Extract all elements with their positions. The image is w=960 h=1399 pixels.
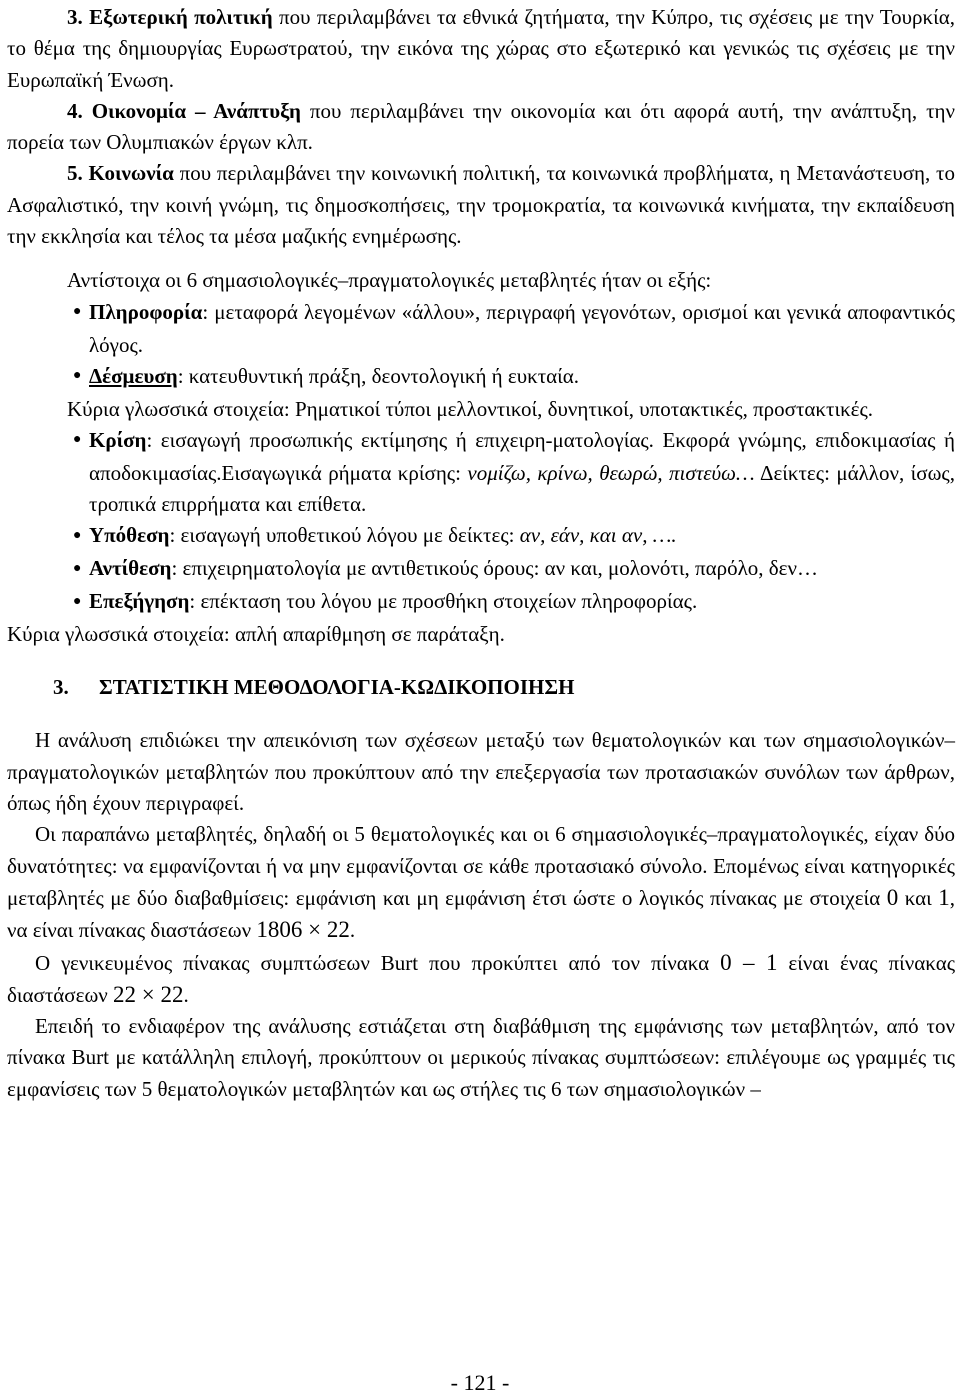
bullet-term: Επεξήγηση [89, 589, 190, 613]
math-dimensions: 1806 × 22 [256, 917, 350, 943]
spacer [7, 252, 955, 265]
math-matrix: 0 – 1 [720, 949, 778, 975]
text-run: είναι ένας πίνακας διαστάσεων [7, 950, 956, 1007]
section-heading [7, 672, 955, 703]
bullet-term: Αντίθεση [89, 556, 172, 581]
item-text: που περιλαμβάνει την κοινωνική πολιτική, τα κοινωνικά προβλήματα, η Μετανάστευση, το Ασφαλιστικό, την κοινή γνώμη, τις δημοσκοπήσεις, την τρομοκρατία, τα κοινωνικά κινήματα, την εκπαίδευση την εκκλησία και τέλος τα μέσα μαζικής ενημέρωσης. [7, 161, 955, 249]
list-item-foreign-policy [7, 2, 955, 96]
bullet-antithesis [7, 553, 955, 586]
list-item-economy [7, 96, 955, 159]
bullet-term: Κρίση [89, 427, 147, 452]
item-text: που περιλαμβάνει την οικονομία και ότι αφορά αυτή, την ανάπτυξη, την πορεία των Ολυμπιακών έργων κλπ. [7, 98, 956, 155]
bullet-icon: ● [73, 368, 82, 384]
item-title: Οικονομία – Ανάπτυξη [91, 98, 301, 123]
bullet-information [7, 297, 955, 361]
bullet-icon: ● [73, 560, 82, 576]
math-one: 1 [938, 884, 950, 910]
bullet-icon: ● [73, 432, 82, 448]
math-zero: 0 [886, 884, 899, 910]
item-text: που περιλαμβάνει τα εθνικά ζητήματα, την Κύπρο, τις σχέσεις με την Τουρκία, το θέμα της δημιουργίας Ευρωστρατού, την εικόνα της χώρας στο εξωτερικό και γενικώς τις σχέσεις με την Ευρωπαϊκή Ένωση. [7, 5, 956, 92]
bullet-term: Δέσμευση [89, 363, 178, 388]
text-run: και [898, 885, 939, 910]
bullet-text: : επέκταση του λόγου με προσθήκη στοιχείων πληροφορίας. [189, 589, 698, 613]
paragraph-burt [7, 947, 955, 1012]
bullet-explanation [7, 586, 955, 619]
list-number: 4. [67, 98, 83, 123]
section-title: ΣΤΑΤΙΣΤΙΚΗ ΜΕΘΟΔΟΛΟΓΙΑ-ΚΩΔΙΚΟΠΟΙΗΣΗ [99, 675, 575, 700]
text-run: . [183, 982, 189, 1007]
hypothesis-markers: αν, εάν, και αν, …. [519, 523, 677, 548]
list-number: 3. [67, 5, 83, 29]
math-dimensions: 22 × 22 [113, 981, 184, 1007]
commitment-note: Κύρια γλωσσικά στοιχεία: Ρηματικοί τύποι μελλοντικοί, δυνητικοί, υποτακτικές, προστακτικές. [67, 396, 874, 421]
bullet-hypothesis [7, 520, 955, 553]
page-number: - 121 - [450, 1370, 510, 1395]
paragraph-analysis: Η ανάλυση επιδιώκει την απεικόνιση των σχέσεων μεταξύ των θεματολογικών και των σημασιολογικών–πραγματολογικών μεταβλητών που προκύπτουν από την επεξεργασία των προτασιακών συνόλων των άρθρων, όπως ήδη έχουν περιγραφεί. [7, 728, 955, 816]
section-number: 3. [53, 675, 69, 700]
intro-variables: Αντίστοιχα οι 6 σημασιολογικές–πραγματολογικές μεταβλητές ήταν οι εξής: [67, 268, 712, 293]
bullet-icon: ● [73, 593, 82, 609]
spacer [7, 703, 955, 725]
document-page [7, 2, 955, 1105]
list-number: 5. [67, 161, 83, 186]
bullet-judgement [7, 425, 955, 520]
item-title: Κοινωνία [88, 161, 174, 186]
bullet-term: Υπόθεση [89, 523, 170, 548]
text-run: Οι παραπάνω μεταβλητές, δηλαδή οι 5 θεματολογικές και οι 6 σημασιολογικές–πραγματολογικές, είχαν δύο δυνατότητες: να εμφανίζονται ή να μην εμφανίζονται σε κάθε προτασιακό σύνολο. Επομένως είναι κατηγορικές μεταβλητές με δύο διαβαθμίσεις: εμφάνιση και μη εμφάνιση έτσι ώστε ο λογικός πίνακας με στοιχεία [7, 822, 955, 910]
bullet-text: : εισαγωγή προσωπικής εκτίμησης ή επιχειρη-ματολογίας. Εκφορά γνώμης, επιδοκιμασίας ή αποδοκιμασίας.Εισαγωγικά ρήματα κρίσης: [89, 427, 955, 485]
paragraph-interest: Επειδή το ενδιαφέρον της ανάλυσης εστιάζεται στη διαβάθμιση της εμφάνισης των μεταβλητών, από τον πίνακα Burt με κατάλληλη επιλογή, προκύπτουν οι μερικούς πίνακας συμπτώσεων: επιλέγουμε ως γραμμές τις εμφανίσεις των 5 θεματολογικών μεταβλητών και ως στήλες τις 6 των σημασιολογικών – [7, 1014, 955, 1101]
judgement-verbs: νομίζω, κρίνω, θεωρώ, πιστεύω… [467, 460, 755, 485]
bullet-text: : εισαγωγή υποθετικού λόγου με δείκτες: [169, 523, 520, 548]
bullet-text: : κατευθυντική πράξη, δεοντολογική ή ευκταία. [177, 363, 580, 388]
spacer [7, 650, 955, 672]
bullet-text-2: Δείκτες: μάλλον, ίσως, τροπικά επιρρήματα και επίθετα. [89, 460, 955, 517]
bullet-text: : μεταφορά λεγομένων «άλλου», περιγραφή γεγονότων, ορισμοί και γενικά αποφαντικός λόγος. [89, 299, 955, 357]
bullet-text: : επιχειρηματολογία με αντιθετικούς όρους: αν και, μολονότι, παρόλο, δεν… [171, 556, 818, 581]
paragraph-variables [7, 819, 955, 946]
list-item-society [7, 158, 955, 252]
bullet-icon: ● [73, 527, 82, 543]
text-run: . [349, 918, 356, 943]
explanation-note: Κύρια γλωσσικά στοιχεία: απλή απαρίθμηση σε παράταξη. [7, 621, 505, 646]
text-run: Ο γενικευμένος πίνακας συμπτώσεων Burt που προκύπτει από τον πίνακα [35, 950, 721, 975]
bullet-term: Πληροφορία [89, 299, 203, 324]
bullet-icon: ● [73, 304, 82, 320]
text-run: , να είναι πίνακας διαστάσεων [7, 885, 955, 943]
bullet-commitment [7, 361, 955, 394]
item-title: Εξωτερική πολιτική [89, 5, 273, 29]
